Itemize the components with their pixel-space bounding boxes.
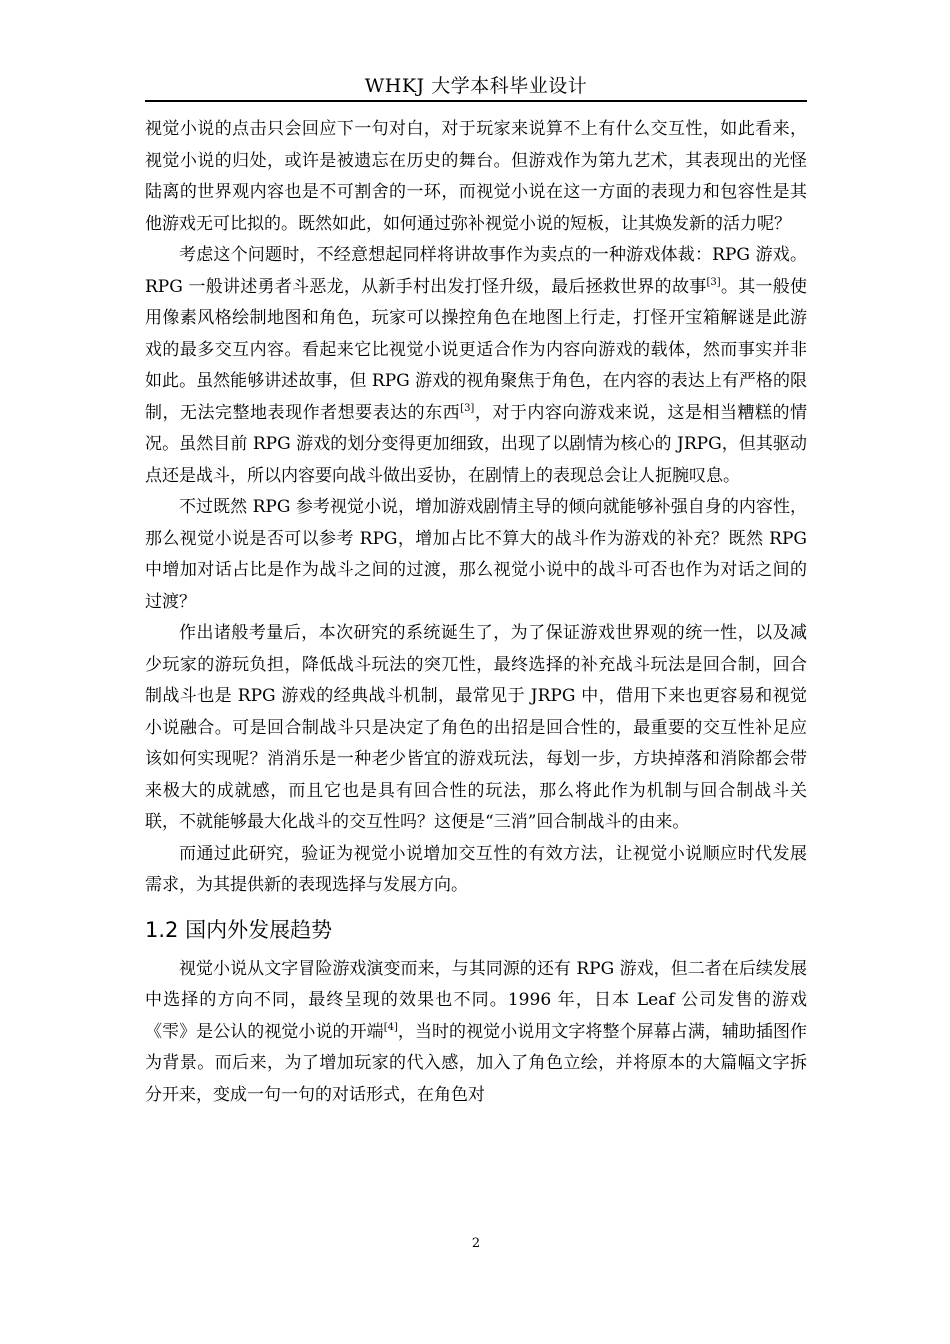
- paragraph-text: 考虑这个问题时，不经意想起同样将讲故事作为卖点的一种游戏体裁：RPG 游戏。RPG 一般讲述勇者斗恶龙，从新手村出发打怪升级，最后拯救世界的故事: [145, 245, 807, 297]
- body-text: [145, 114, 807, 1111]
- paragraph-text: 。其一般使用像素风格绘制地图和角色，玩家可以操控角色在地图上行走，打怪开宝箱解谜是此游戏的最多交互内容。看起来它比视觉小说更适合作为内容向游戏的载体，然而事实并非如此。虽然能够讲述故事，但 RPG 游戏的视角聚焦于角色，在内容的表达上有严格的限制，无法完整地表现作者想要表达的东西: [145, 276, 807, 423]
- header-divider: [145, 100, 807, 102]
- paragraph-6: [145, 954, 807, 1112]
- citation-ref[interactable]: [3]: [460, 402, 475, 414]
- paragraph-5: [145, 839, 807, 902]
- section-heading: 1.2 国内外发展趋势: [145, 917, 333, 942]
- paragraph-text: 视觉小说的点击只会回应下一句对白，对于玩家来说算不上有什么交互性，如此看来，视觉小说的归处，或许是被遗忘在历史的舞台。但游戏作为第九艺术，其表现出的光怪陆离的世界观内容也是不可割舍的一环，而视觉小说在这一方面的表现力和包容性是其他游戏无可比拟的。既然如此，如何通过弥补视觉小说的短板，让其焕发新的活力呢？: [145, 119, 807, 234]
- page-header: WHKJ 大学本科毕业设计: [364, 75, 588, 97]
- paragraph-text: 作出诸般考量后，本次研究的系统诞生了，为了保证游戏世界观的统一性，以及减少玩家的游玩负担，降低战斗玩法的突兀性，最终选择的补充战斗玩法是回合制，回合制战斗也是 RPG 游戏的经典战斗机制，最常见于 JRPG 中，借用下来也更容易和视觉小说融合。可是回合制战斗只是决定了角色的出招是回合性的，最重要的交互性补足应该如何实现呢？消消乐是一种老少皆宜的游戏玩法，每划一步，方块掉落和消除都会带来极大的成就感，而且它也是具有回合性的玩法，那么将此作为机制与回合制战斗关联，不就能够最大化战斗的交互性吗？这便是“三消”回合制战斗的由来。: [145, 623, 807, 832]
- paragraph-1: [145, 114, 807, 240]
- citation-ref[interactable]: [3]: [706, 276, 721, 288]
- paragraph-2: [145, 240, 807, 492]
- paragraph-text: 而通过此研究，验证为视觉小说增加交互性的有效方法，让视觉小说顺应时代发展需求，为其提供新的表现选择与发展方向。: [145, 843, 807, 895]
- citation-ref[interactable]: [4]: [383, 1021, 398, 1033]
- paragraph-4: [145, 618, 807, 839]
- paragraph-text: ，当时的视觉小说用文字将整个屏幕占满，辅助插图作为背景。而后来，为了增加玩家的代入感，加入了角色立绘，并将原本的大篇幅文字拆分开来，变成一句一句的对话形式，在角色对: [145, 1021, 808, 1105]
- paragraph-text: 不过既然 RPG 参考视觉小说，增加游戏剧情主导的倾向就能够补强自身的内容性，那么视觉小说是否可以参考 RPG，增加占比不算大的战斗作为游戏的补充？既然 RPG 中增加对话占比是作为战斗之间的过渡，那么视觉小说中的战斗可否也作为对话之间的过渡？: [145, 497, 807, 612]
- page-number: 2: [471, 1236, 481, 1251]
- paragraph-text: ，对于内容向游戏来说，这是相当糟糕的情况。虽然目前 RPG 游戏的划分变得更加细致，出现了以剧情为核心的 JRPG，但其驱动点还是战斗，所以内容要向战斗做出妥协，在剧情上的表现总会让人扼腕叹息。: [145, 402, 808, 486]
- paragraph-3: [145, 492, 807, 618]
- paragraph-text: 视觉小说从文字冒险游戏演变而来，与其同源的还有 RPG 游戏，但二者在后续发展中选择的方向不同，最终呈现的效果也不同。1996 年，日本 Leaf 公司发售的游戏《雫》是公认的视觉小说的开端: [145, 958, 807, 1042]
